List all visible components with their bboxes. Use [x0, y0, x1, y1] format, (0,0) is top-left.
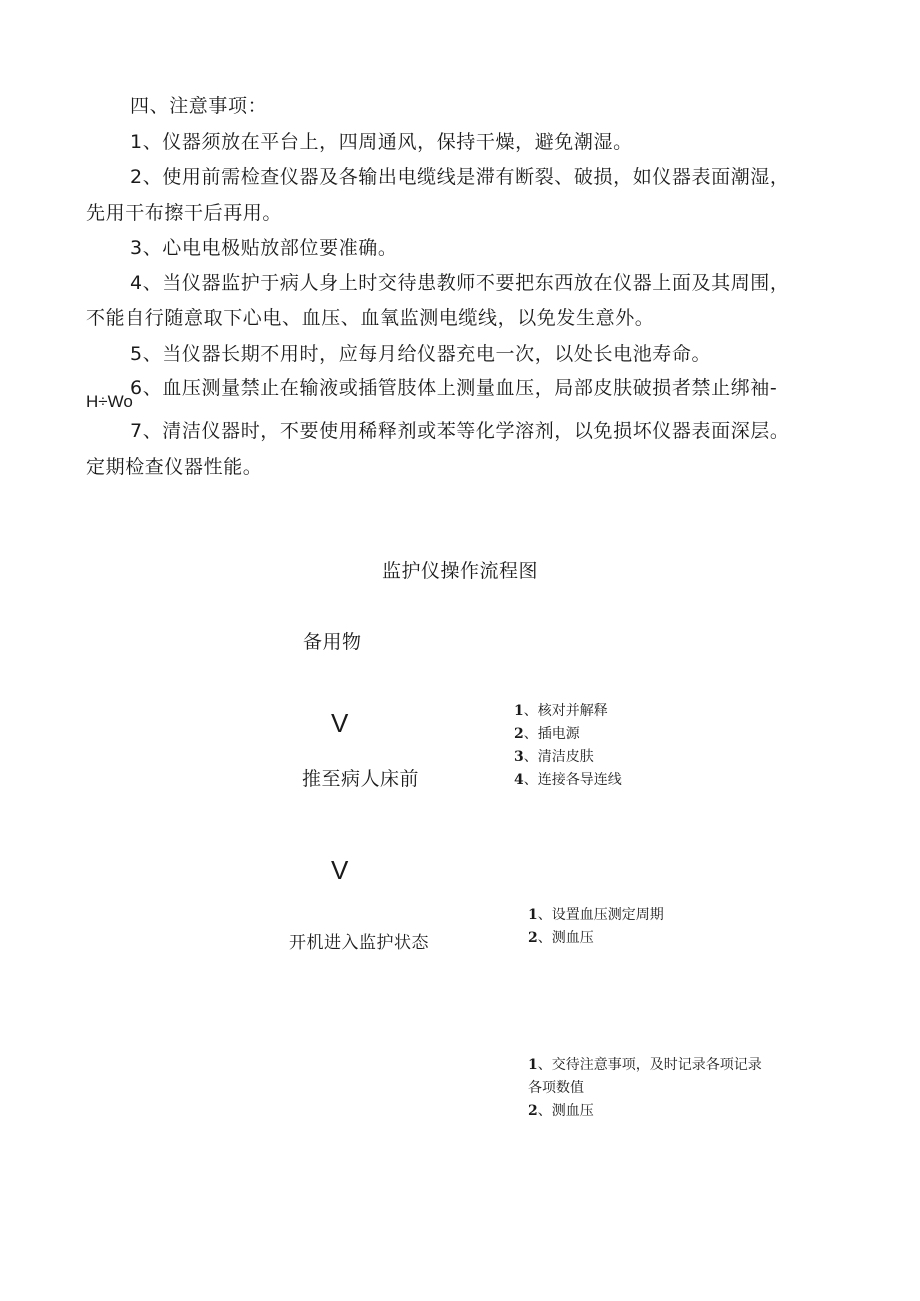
section-heading: 四、注意事项：	[130, 95, 268, 117]
flow-note-c-1-cont: 各项数值	[528, 1080, 584, 1096]
flow-note-c-1: 1、交待注意事项，及时记录各项记录	[528, 1057, 762, 1073]
flow-step-monitor: 开机进入监护状态	[289, 933, 429, 953]
note-item-6-line-1: 6、血压测量禁止在输液或插管肢体上测量血压，局部皮肤破损者禁止绑袖-	[130, 377, 778, 399]
flow-notes-a	[514, 700, 622, 792]
flow-note-a-2: 2、插电源	[514, 726, 580, 742]
note-item-1: 1、仪器须放在平台上，四周通风，保持干燥，避免潮湿。	[130, 131, 633, 153]
note-item-7-line-2: 定期检查仪器性能。	[86, 456, 263, 478]
flowchart-title: 监护仪操作流程图	[381, 560, 538, 582]
flow-note-c-2: 2、测血压	[528, 1103, 594, 1119]
down-arrow-icon: V	[331, 708, 349, 738]
note-item-3: 3、心电电极贴放部位要准确。	[130, 237, 398, 259]
flow-note-a-3: 3、清洁皮肤	[514, 749, 594, 765]
flow-notes-c	[528, 1054, 762, 1123]
note-item-6-line-2: H÷Wo	[86, 392, 133, 411]
flow-step-bedside: 推至病人床前	[302, 768, 420, 790]
flow-note-b-1: 1、设置血压测定周期	[528, 907, 664, 923]
down-arrow-icon: V	[331, 855, 349, 885]
flow-note-a-4: 4、连接各导连线	[514, 772, 622, 788]
flow-step-prepare: 备用物	[303, 631, 362, 653]
note-item-2-line-1: 2、使用前需检查仪器及各输出电缆线是滞有断裂、破损，如仪器表面潮湿，	[130, 166, 790, 188]
note-item-4-line-2: 不能自行随意取下心电、血压、血氧监测电缆线，以免发生意外。	[86, 307, 655, 329]
flow-notes-b	[528, 904, 664, 950]
note-item-7-line-1: 7、清洁仪器时，不要使用稀释剂或苯等化学溶剂，以免损坏仪器表面深层。	[130, 420, 790, 442]
note-item-4-line-1: 4、当仪器监护于病人身上时交待患教师不要把东西放在仪器上面及其周围，	[130, 272, 790, 294]
flow-note-a-1: 1、核对并解释	[514, 703, 608, 719]
note-item-5: 5、当仪器长期不用时，应每月给仪器充电一次，以处长电池寿命。	[130, 343, 712, 365]
flow-note-b-2: 2、测血压	[528, 930, 594, 946]
note-item-2-line-2: 先用干布擦干后再用。	[86, 202, 283, 224]
